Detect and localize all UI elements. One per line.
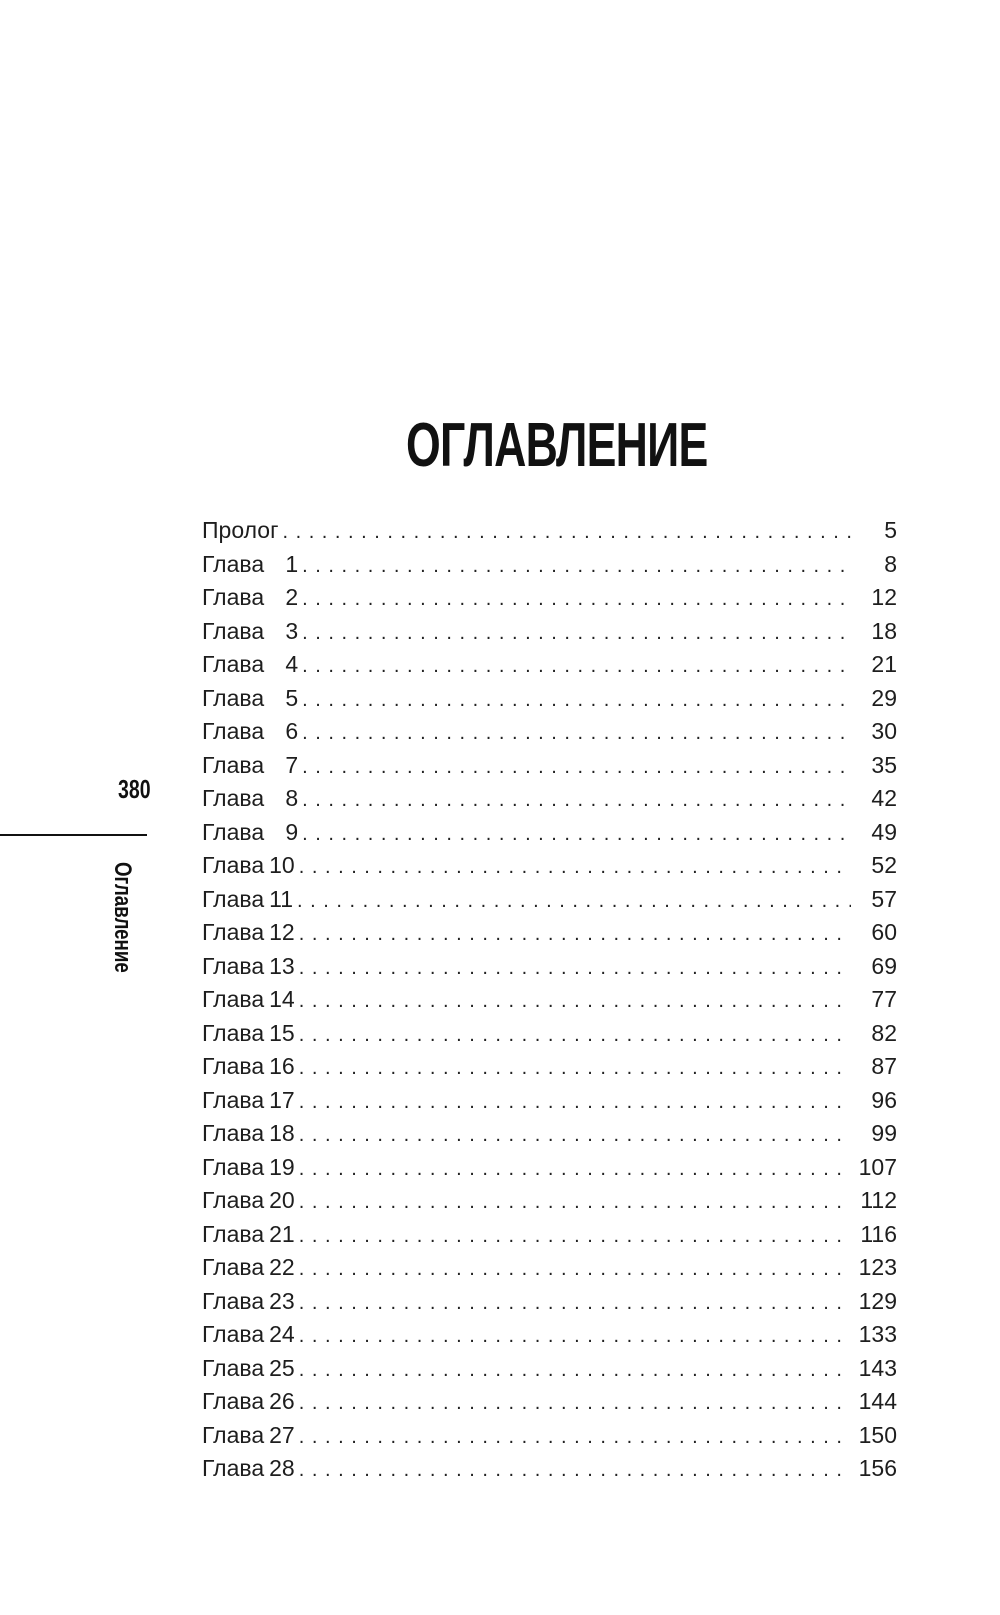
toc-entry-label: [202, 1151, 299, 1185]
toc-entry-title: Глава: [202, 986, 265, 1012]
toc-entry-page-number: 144: [858, 1388, 897, 1414]
toc-entry-label: [202, 715, 302, 749]
toc-entry[interactable]: [202, 1352, 897, 1386]
toc-entry-label: [202, 581, 302, 615]
toc-dot-leader: [299, 1086, 851, 1120]
running-head: Оглавление: [109, 862, 136, 973]
toc-entry-title: Глава: [202, 584, 265, 610]
toc-entry-chapter-number: 3: [285, 617, 299, 644]
toc-entry-page-number: 30: [871, 718, 897, 744]
toc-dot-leader: [299, 1119, 851, 1153]
toc-entry-label: [202, 849, 299, 883]
toc-entry-label: [202, 648, 302, 682]
toc-entry[interactable]: [202, 782, 897, 816]
toc-entry[interactable]: [202, 1117, 897, 1151]
toc-entry-page-number: 49: [871, 818, 897, 845]
toc-entry[interactable]: [202, 1419, 897, 1453]
toc-entry-page-number: 77: [871, 986, 897, 1012]
toc-entry-label: [202, 615, 302, 649]
toc-entry-chapter-number: 12: [269, 919, 295, 945]
toc-entry-chapter-number: 22: [269, 1254, 295, 1280]
toc-entry-chapter-number: 13: [269, 952, 295, 979]
toc-entry-chapter-number: 19: [269, 1153, 295, 1180]
toc-entry-page-number: 35: [871, 751, 897, 778]
toc-entry-page-number: 52: [871, 852, 897, 878]
toc-entry-page-number: 8: [884, 550, 897, 577]
toc-entry[interactable]: [202, 983, 897, 1017]
toc-entry-label: [202, 1017, 299, 1051]
toc-entry[interactable]: [202, 883, 897, 917]
toc-entry-title: Глава: [202, 1354, 265, 1381]
toc-entry-page-number: 156: [858, 1455, 897, 1481]
toc-entry-title: Глава: [202, 1187, 265, 1213]
toc-entry-chapter-number: 16: [269, 1053, 295, 1079]
toc-entry-title: Глава: [202, 1321, 265, 1347]
toc-entry[interactable]: [202, 1218, 897, 1252]
page-title: ОГЛАВЛЕНИЕ: [405, 411, 708, 480]
toc-entry[interactable]: [202, 715, 897, 749]
toc-entry[interactable]: [202, 749, 897, 783]
toc-entry-label: [202, 1385, 299, 1419]
toc-entry-label: [202, 548, 302, 582]
toc-entry-page-number: 99: [871, 1120, 897, 1146]
toc-entry-title: Глава: [202, 751, 265, 778]
toc-entry[interactable]: [202, 1017, 897, 1051]
toc-dot-leader: [299, 1354, 851, 1388]
toc-dot-leader: [299, 1153, 851, 1187]
toc-entry-title: Глава: [202, 617, 265, 644]
toc-entry-page-number: 116: [860, 1220, 897, 1247]
toc-entry-title: Глава: [202, 885, 265, 912]
toc-entry-chapter-number: 4: [285, 651, 299, 677]
toc-entry-chapter-number: 7: [285, 751, 299, 778]
toc-dot-leader: [299, 918, 851, 952]
toc-entry-page-number: 69: [871, 952, 897, 979]
toc-entry[interactable]: [202, 1318, 897, 1352]
toc-entry-label: [202, 916, 299, 950]
toc-entry[interactable]: [202, 682, 897, 716]
toc-entry-title: Глава: [202, 718, 265, 744]
toc-dot-leader: [299, 1052, 851, 1086]
toc-entry-page-number: 143: [858, 1354, 897, 1381]
toc-entry-label: [202, 1318, 299, 1352]
toc-dot-leader: [302, 818, 851, 852]
toc-entry-title: Глава: [202, 785, 265, 811]
toc-entry-page-number: 29: [871, 684, 897, 711]
toc-entry-title: Глава: [202, 550, 265, 577]
toc-entry-page-number: 57: [871, 885, 897, 912]
toc-entry-chapter-number: 25: [269, 1354, 295, 1381]
toc-entry[interactable]: [202, 950, 897, 984]
toc-entry-page-number: 5: [884, 517, 897, 543]
toc-entry-chapter-number: 17: [269, 1086, 295, 1113]
toc-entry[interactable]: [202, 581, 897, 615]
toc-entry-page-number: 82: [871, 1019, 897, 1046]
toc-entry-title: Пролог: [202, 517, 279, 543]
toc-entry-title: Глава: [202, 1019, 265, 1046]
toc-entry-page-number: 150: [858, 1421, 897, 1448]
toc-entry-label: [202, 883, 297, 917]
toc-entry-label: [202, 682, 302, 716]
toc-entry-title: Глава: [202, 1388, 265, 1414]
toc-entry-page-number: 42: [871, 785, 897, 811]
toc-entry-label: [202, 782, 302, 816]
toc-dot-leader: [302, 717, 851, 751]
toc-dot-leader: [299, 1019, 851, 1053]
toc-entry[interactable]: [202, 1452, 897, 1486]
toc-entry-chapter-number: 14: [269, 986, 295, 1012]
toc-entry[interactable]: [202, 916, 897, 950]
toc-entry-label: [202, 1251, 299, 1285]
toc-entry-page-number: 18: [871, 617, 897, 644]
toc-dot-leader: [299, 1186, 851, 1220]
toc-dot-leader: [297, 885, 851, 919]
toc-entry-label: [202, 1285, 299, 1319]
toc-entry[interactable]: [202, 1084, 897, 1118]
toc-entry[interactable]: [202, 514, 897, 548]
toc-entry-chapter-number: 20: [269, 1187, 295, 1213]
toc-entry-label: [202, 1218, 299, 1252]
toc-entry[interactable]: [202, 849, 897, 883]
toc-entry-chapter-number: 10: [269, 852, 295, 878]
toc-entry-page-number: 123: [858, 1254, 897, 1280]
toc-entry-title: Глава: [202, 651, 265, 677]
toc-entry-title: Глава: [202, 919, 265, 945]
toc-entry-page-number: 129: [858, 1287, 897, 1314]
toc-entry-chapter-number: 8: [285, 785, 299, 811]
toc-entry[interactable]: [202, 1385, 897, 1419]
toc-entry-page-number: 12: [871, 584, 897, 610]
toc-entry-title: Глава: [202, 1287, 265, 1314]
toc-entry-label: [202, 1419, 299, 1453]
toc-entry[interactable]: [202, 1285, 897, 1319]
toc-entry-label: [202, 1084, 299, 1118]
toc-entry[interactable]: [202, 1184, 897, 1218]
toc-entry-label: [202, 950, 299, 984]
toc-entry-title: Глава: [202, 1421, 265, 1448]
toc-dot-leader: [302, 583, 851, 617]
toc-entry-chapter-number: 5: [285, 684, 299, 711]
toc-entry-chapter-number: 6: [285, 718, 299, 744]
toc-dot-leader: [299, 1454, 851, 1488]
toc-entry-page-number: 112: [860, 1187, 897, 1213]
toc-entry[interactable]: [202, 1251, 897, 1285]
toc-entry-label: [202, 1184, 299, 1218]
toc-entry-chapter-number: 18: [269, 1120, 295, 1146]
toc-entry-label: [202, 1452, 299, 1486]
toc-entry-label: [202, 816, 302, 850]
toc-entry[interactable]: [202, 816, 897, 850]
toc-entry-label: [202, 514, 282, 548]
toc-entry-chapter-number: 11: [269, 885, 294, 912]
toc-dot-leader: [282, 516, 851, 550]
toc-dot-leader: [299, 1253, 851, 1287]
toc-entry-page-number: 87: [871, 1053, 897, 1079]
toc-entry-chapter-number: 26: [269, 1388, 295, 1414]
toc-dot-leader: [299, 851, 851, 885]
toc-entry-chapter-number: 1: [285, 550, 299, 577]
toc-entry-page-number: 133: [858, 1321, 897, 1347]
toc-entry-title: Глава: [202, 952, 265, 979]
toc-entry-title: Глава: [202, 1153, 265, 1180]
toc-entry-label: [202, 1352, 299, 1386]
toc-entry[interactable]: [202, 648, 897, 682]
toc-entry-chapter-number: 15: [269, 1019, 295, 1046]
toc-entry-page-number: 107: [858, 1153, 897, 1180]
toc-entry[interactable]: [202, 1050, 897, 1084]
toc-entry-page-number: 60: [871, 919, 897, 945]
toc-entry-title: Глава: [202, 852, 265, 878]
toc-entry-chapter-number: 28: [269, 1455, 295, 1481]
toc-dot-leader: [299, 1287, 851, 1321]
toc-dot-leader: [299, 1387, 851, 1421]
toc-dot-leader: [302, 784, 851, 818]
toc-entry-label: [202, 749, 302, 783]
toc-dot-leader: [302, 684, 851, 718]
toc-entry-chapter-number: 21: [269, 1220, 295, 1247]
toc-dot-leader: [302, 550, 851, 584]
toc-entry-title: Глава: [202, 1220, 265, 1247]
toc-entry-chapter-number: 23: [269, 1287, 295, 1314]
table-of-contents: [202, 514, 897, 1486]
toc-dot-leader: [299, 1320, 851, 1354]
toc-dot-leader: [302, 617, 851, 651]
toc-dot-leader: [302, 650, 851, 684]
toc-entry-title: Глава: [202, 1086, 265, 1113]
toc-dot-leader: [302, 751, 851, 785]
toc-entry-chapter-number: 27: [269, 1421, 295, 1448]
toc-entry-chapter-number: 24: [269, 1321, 295, 1347]
toc-entry-page-number: 96: [871, 1086, 897, 1113]
toc-entry-title: Глава: [202, 684, 265, 711]
toc-entry-title: Глава: [202, 1254, 265, 1280]
toc-entry-title: Глава: [202, 1120, 265, 1146]
toc-entry-label: [202, 983, 299, 1017]
page-number: 380: [118, 774, 151, 804]
toc-entry-label: [202, 1050, 299, 1084]
toc-dot-leader: [299, 952, 851, 986]
toc-entry[interactable]: [202, 548, 897, 582]
toc-entry-page-number: 21: [871, 651, 897, 677]
toc-entry[interactable]: [202, 615, 897, 649]
margin-rule: [0, 834, 147, 836]
toc-dot-leader: [299, 985, 851, 1019]
toc-entry-title: Глава: [202, 1053, 265, 1079]
toc-entry-title: Глава: [202, 1455, 265, 1481]
toc-entry-chapter-number: 9: [285, 818, 299, 845]
toc-entry-label: [202, 1117, 299, 1151]
toc-entry-chapter-number: 2: [285, 584, 299, 610]
toc-dot-leader: [299, 1421, 851, 1455]
toc-entry-title: Глава: [202, 818, 265, 845]
toc-entry[interactable]: [202, 1151, 897, 1185]
toc-dot-leader: [299, 1220, 851, 1254]
